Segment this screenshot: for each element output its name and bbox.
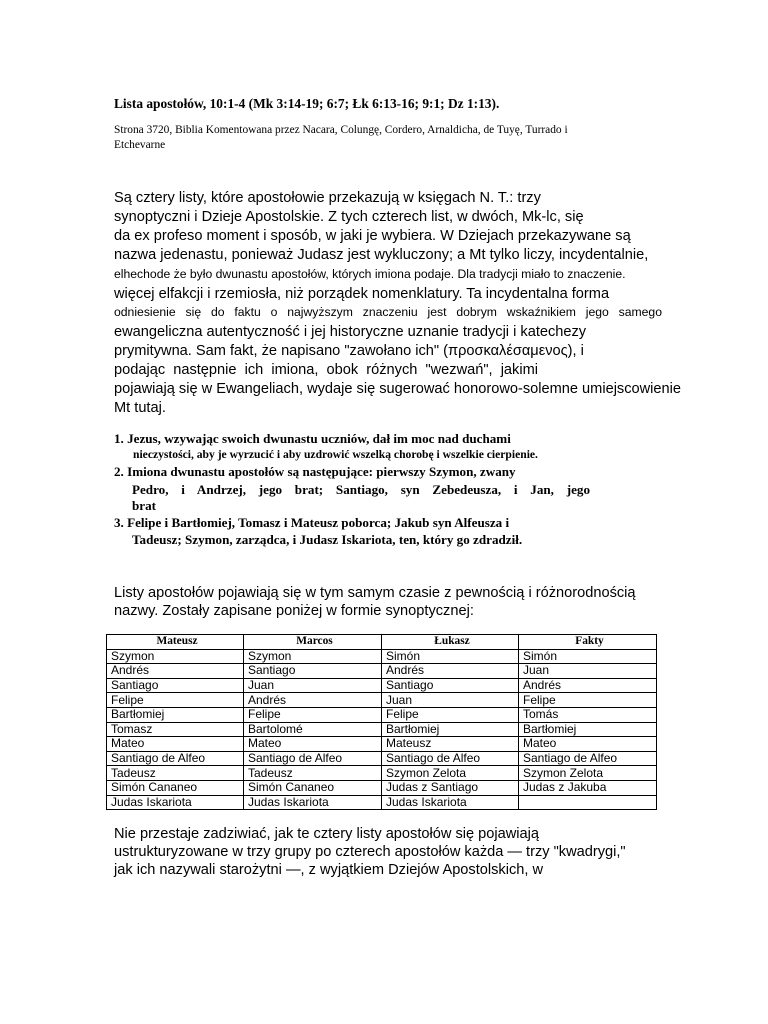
table-cell: Tadeusz (107, 766, 244, 781)
table-cell: Mateusz (382, 737, 519, 752)
table-cell: Andrés (107, 664, 244, 679)
column-header-fakty: Fakty (519, 635, 657, 650)
closing-line: jak ich nazywali starożytni —, z wyjątkiem Dziejów Apostolskich, w (114, 862, 544, 878)
intro-line: pojawiają się w Ewangeliach, wydaje się sugerować honorowo-solemne umiejscowienie (114, 381, 682, 397)
table-cell: Simón (519, 649, 657, 664)
table-cell: Judas Iskariota (382, 795, 519, 810)
table-cell: Judas z Santiago (382, 780, 519, 795)
apostles-synoptic-table (106, 634, 657, 810)
table-cell: Bartłomiej (382, 722, 519, 737)
table-cell: Judas Iskariota (244, 795, 382, 810)
table-cell: Tomasz (107, 722, 244, 737)
verse-line: 2. Imiona dwunastu apostołów są następujące: pierwszy Szymon, zwany (114, 464, 516, 479)
intro-line: Są cztery listy, które apostołowie przekazują w księgach N. T.: trzy (114, 190, 541, 206)
table-cell: Szymon (107, 649, 244, 664)
column-header-marcos: Marcos (244, 635, 382, 650)
table-cell: Simón (382, 649, 519, 664)
table-cell: Szymon Zelota (519, 766, 657, 781)
table-cell: Simón Cananeo (244, 780, 382, 795)
verse-line: 1. Jezus, wzywając swoich dwunastu uczniów, dał im moc nad duchami (114, 431, 511, 446)
table-cell: Felipe (382, 707, 519, 722)
intro-line: więcej elfakcji i rzemiosła, niż porządek nomenklatury. Ta incydentalna forma (114, 286, 610, 302)
verse-line: brat (132, 498, 157, 513)
intro-line: Mt tutaj. (114, 400, 166, 416)
table-cell: Szymon Zelota (382, 766, 519, 781)
table-cell: Bartłomiej (107, 707, 244, 722)
intro-line: synoptyczni i Dzieje Apostolskie. Z tych czterech list, w dwóch, Mk-lc, się (114, 209, 584, 225)
verse-line: Pedro, i Andrzej, jego brat; Santiago, syn Zebedeusza, i Jan, jego (132, 482, 590, 497)
table-row (107, 664, 657, 679)
table-cell: Felipe (244, 707, 382, 722)
intro-line: elhechode że było dwunastu apostołów, których imiona podaje. Dla tradycji miało to znaczenie. (114, 267, 626, 281)
document-title: Lista apostołów, 10:1-4 (Mk 3:14-19; 6:7; Łk 6:13-16; 9:1; Dz 1:13). (114, 96, 500, 111)
table-cell: Bartolomé (244, 722, 382, 737)
table-row (107, 737, 657, 752)
intro-line: odniesienie się do faktu o najwyższym znaczeniu jest dobrym wskaźnikiem jego samego (114, 305, 662, 319)
intro-line: da ex profeso moment i sposób, w jaki je wybiera. W Dziejach przekazywane są (114, 228, 631, 244)
table-cell: Judas Iskariota (107, 795, 244, 810)
table-row (107, 795, 657, 810)
verse-line: 3. Felipe i Bartłomiej, Tomasz i Mateusz poborca; Jakub syn Alfeusza i (114, 515, 510, 530)
table-cell: Simón Cananeo (107, 780, 244, 795)
table-header-row (107, 635, 657, 650)
table-cell: Tomás (519, 707, 657, 722)
table-cell: Santiago de Alfeo (382, 751, 519, 766)
table-cell: Juan (519, 664, 657, 679)
verse-line: nieczystości, aby je wyrzucić i aby uzdrowić wszelką chorobę i wszelkie cierpienie. (133, 448, 538, 461)
table-cell: Judas z Jakuba (519, 780, 657, 795)
table-cell: Andrés (244, 693, 382, 708)
table-row (107, 766, 657, 781)
source-citation-line-2: Etchevarne (114, 139, 166, 151)
table-cell: Juan (244, 678, 382, 693)
closing-line: Nie przestaje zadziwiać, jak te cztery listy apostołów się pojawiają (114, 826, 540, 842)
table-row (107, 751, 657, 766)
table-cell (519, 795, 657, 810)
table-cell: Mateo (244, 737, 382, 752)
table-cell: Santiago de Alfeo (107, 751, 244, 766)
table-cell: Mateo (519, 737, 657, 752)
lists-intro-line: Listy apostołów pojawiają się w tym samym czasie z pewnością i różnorodnością (114, 585, 636, 601)
table-cell: Juan (382, 693, 519, 708)
table-cell: Tadeusz (244, 766, 382, 781)
table-row (107, 678, 657, 693)
intro-line: podając następnie ich imiona, obok różnych "wezwań", jakimi (114, 362, 538, 378)
table-row (107, 780, 657, 795)
table-row (107, 649, 657, 664)
table-cell: Santiago de Alfeo (244, 751, 382, 766)
table-cell: Santiago (382, 678, 519, 693)
intro-line: ewangeliczna autentyczność i jej historyczne uznanie tradycji i katechezy (114, 324, 587, 340)
table-cell: Andrés (519, 678, 657, 693)
column-header-lukasz: Łukasz (382, 635, 519, 650)
table-cell: Bartłomiej (519, 722, 657, 737)
table-row (107, 707, 657, 722)
closing-line: ustrukturyzowane w trzy grupy po czterech apostołów każda — trzy "kwadrygi," (114, 844, 626, 860)
intro-line: nazwa jedenastu, ponieważ Judasz jest wykluczony; a Mt tylko liczy, incydentalnie, (114, 247, 649, 263)
table-cell: Szymon (244, 649, 382, 664)
lists-intro-line: nazwy. Zostały zapisane poniżej w formie synoptycznej: (114, 603, 474, 619)
intro-line: prymitywna. Sam fakt, że napisano "zawołano ich" (προσκαλέσαμενος), i (114, 343, 584, 359)
table-cell: Andrés (382, 664, 519, 679)
table-row (107, 693, 657, 708)
verse-line: Tadeusz; Szymon, zarządca, i Judasz Iskariota, ten, który go zdradził. (132, 532, 523, 547)
column-header-mateusz: Mateusz (107, 635, 244, 650)
table-cell: Santiago (244, 664, 382, 679)
table-cell: Santiago de Alfeo (519, 751, 657, 766)
table-row (107, 722, 657, 737)
source-citation-line-1: Strona 3720, Biblia Komentowana przez Nacara, Colungę, Cordero, Arnaldicha, de Tuyę, Turrado i (114, 124, 568, 136)
table-cell: Felipe (107, 693, 244, 708)
table-cell: Mateo (107, 737, 244, 752)
table-cell: Santiago (107, 678, 244, 693)
table-cell: Felipe (519, 693, 657, 708)
